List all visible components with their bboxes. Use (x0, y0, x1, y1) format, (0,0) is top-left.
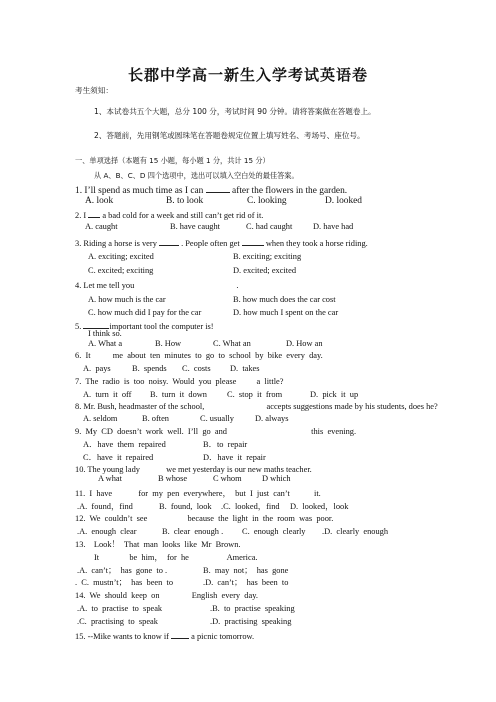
question-6 (75, 351, 323, 361)
option: .D. can’t； has been to (203, 578, 289, 587)
option: D. always (255, 414, 289, 423)
question-text: 13. (75, 540, 86, 549)
option: C. how much did I pay for the car (88, 308, 202, 317)
question-text: 6. It (75, 351, 91, 360)
option: D. looked (325, 196, 362, 206)
question-text: be him， for he (129, 553, 189, 562)
option: B. to look (166, 196, 204, 206)
option: B．to repair (203, 440, 248, 449)
question-text: 11. I have (75, 489, 113, 498)
question-text: America. (226, 553, 258, 562)
option: A. exciting; excited (88, 252, 154, 261)
option: C. What an (213, 339, 251, 348)
question-11 (75, 489, 321, 499)
option: B. spends (132, 364, 167, 373)
question-text: 8. Mr. Bush, headmaster of the school, (75, 402, 205, 411)
option: A. caught (85, 222, 118, 231)
option: D which (262, 474, 291, 483)
option: A．have them repaired (83, 440, 166, 449)
question-text: after the flowers in the garden. (232, 186, 348, 196)
answer-blank (171, 630, 189, 639)
option: .B. to practise speaking (210, 604, 295, 613)
option: D. have had (313, 222, 354, 231)
option: A. seldom (83, 414, 118, 423)
option: .D. clearly enough (322, 527, 389, 536)
option: C. excited; exciting (88, 266, 154, 275)
notice-heading: 考生须知： (75, 86, 113, 95)
section-instruction: 从 A、B、C、D 四个选项中，选出可以填入空白处的最佳答案。 (94, 171, 299, 180)
question-text: it. (314, 489, 321, 498)
question-text: accepts suggestions made by his students, does he? (266, 402, 438, 411)
question-text: 1. I’ll spend as much time as I can (75, 186, 204, 196)
option: .D. practising speaking (210, 617, 292, 626)
option: .A. enough clear (77, 527, 137, 536)
option: D. takes (230, 364, 260, 373)
option: . C. mustn’t； has been to (75, 578, 174, 587)
question-7 (75, 377, 283, 387)
option: D. looked，look (290, 502, 349, 511)
question-4: 4. Let me tell you . (75, 281, 239, 290)
question-1 (75, 184, 347, 196)
notice-item-1: 1、本试卷共五个大题，总分 100 分，考试时间 90 分钟。请将答案做在答题卷上。 (94, 107, 376, 116)
option: A. turn it off (83, 390, 132, 399)
option: B. exciting; exciting (233, 252, 302, 261)
question-text: 15. --Mike wants to know if (75, 632, 169, 641)
option: D. excited; excited (233, 266, 297, 275)
question-text: a little? (256, 377, 284, 386)
answer-blank (242, 237, 264, 246)
option: B. found, look (159, 502, 212, 511)
option: .A. found，find (77, 502, 133, 511)
question-text: when they took a horse riding. (265, 239, 368, 248)
question-8 (75, 402, 438, 412)
page-title: 长郡中学高一新生入学考试英语卷 (127, 66, 368, 84)
option: .C. practising to speak (77, 617, 158, 626)
option: D．have it repair (203, 453, 266, 462)
option: C. usually (200, 414, 234, 423)
question-text: Look！ That man looks like Mr Brown. (93, 540, 241, 549)
question-text: . People often get (181, 239, 240, 248)
question-text: important tool the computer is! (109, 322, 214, 331)
question-text: 2. I (75, 211, 87, 220)
question-text: me about ten minutes to go to school by bike every day. (112, 351, 323, 360)
question-text: because the light in the room was poor. (187, 514, 334, 523)
question-text: I think so. (88, 329, 122, 338)
question-text: 14. We should keep on (75, 591, 160, 600)
notice-item-2: 2、答题前，先用钢笔或圆珠笔在答题卷规定位置上填写姓名、考场号、座位号。 (94, 131, 365, 140)
option: C. stop it from (227, 390, 283, 399)
question-15 (75, 630, 254, 642)
option: C. looking (247, 196, 287, 206)
option: C. costs (182, 364, 211, 373)
option: A. What a (88, 339, 123, 348)
option: B. often (142, 414, 169, 423)
option: D. How an (286, 339, 323, 348)
question-13 (75, 540, 240, 550)
answer-blank (206, 184, 230, 193)
question-12 (75, 514, 333, 524)
question-text: It (94, 553, 100, 562)
option: B whose (158, 474, 188, 483)
option: A. pays (83, 364, 111, 373)
question-13-line-2 (94, 553, 258, 563)
option: C. had caught (246, 222, 293, 231)
option: C. enough clearly (242, 527, 306, 536)
option: B. how much does the car cost (233, 295, 336, 304)
question-text: 9. My CD doesn’t work well. I’ll go and (75, 427, 227, 436)
question-1-options (85, 196, 113, 206)
question-14 (75, 591, 258, 601)
question-text: 4. Let me tell you (75, 281, 135, 290)
question-2 (75, 209, 263, 221)
option: .C. looked，find (221, 502, 280, 511)
question-text: we met yesterday is our new maths teacher. (166, 465, 312, 474)
answer-blank (159, 237, 179, 246)
answer-blank (83, 320, 109, 329)
question-9 (75, 427, 356, 437)
question-text: 7. The radio is too noisy. Would you please (75, 377, 237, 386)
option: C．have it repaired (83, 453, 154, 462)
option: A. look (85, 196, 114, 206)
option: A what (98, 474, 122, 483)
question-text: for my pen everywhere， but I just can’t (138, 489, 290, 498)
question-text: a bad cold for a week and still can’t get rid of it. (102, 211, 264, 220)
option: B. turn it down (150, 390, 207, 399)
question-text: 3. Riding a horse is very (75, 239, 157, 248)
question-text: this evening. (311, 427, 357, 436)
question-text: 10. The young lady (75, 465, 140, 474)
question-text: English every day. (191, 591, 258, 600)
section-heading: 一、单项选择（本题有 15 小题，每小题 1 分，共计 15 分） (75, 156, 270, 165)
answer-blank (88, 209, 100, 218)
option: A. how much is the car (88, 295, 166, 304)
option: D. pick it up (310, 390, 359, 399)
option: B. How (155, 339, 182, 348)
option: C whom (213, 474, 242, 483)
question-text: 12. We couldn’t see (75, 514, 148, 523)
option: .A. can’t； has gone to . (77, 566, 168, 575)
option: B. clear enough . (162, 527, 224, 536)
option: D. how much I spent on the car (233, 308, 339, 317)
option: B. may not； has gone (203, 566, 289, 575)
question-text: 5. (75, 322, 82, 331)
option: .A. to practise to speak (77, 604, 163, 613)
question-text: a picnic tomorrow. (191, 632, 255, 641)
question-3 (75, 237, 368, 249)
option: B. have caught (170, 222, 221, 231)
